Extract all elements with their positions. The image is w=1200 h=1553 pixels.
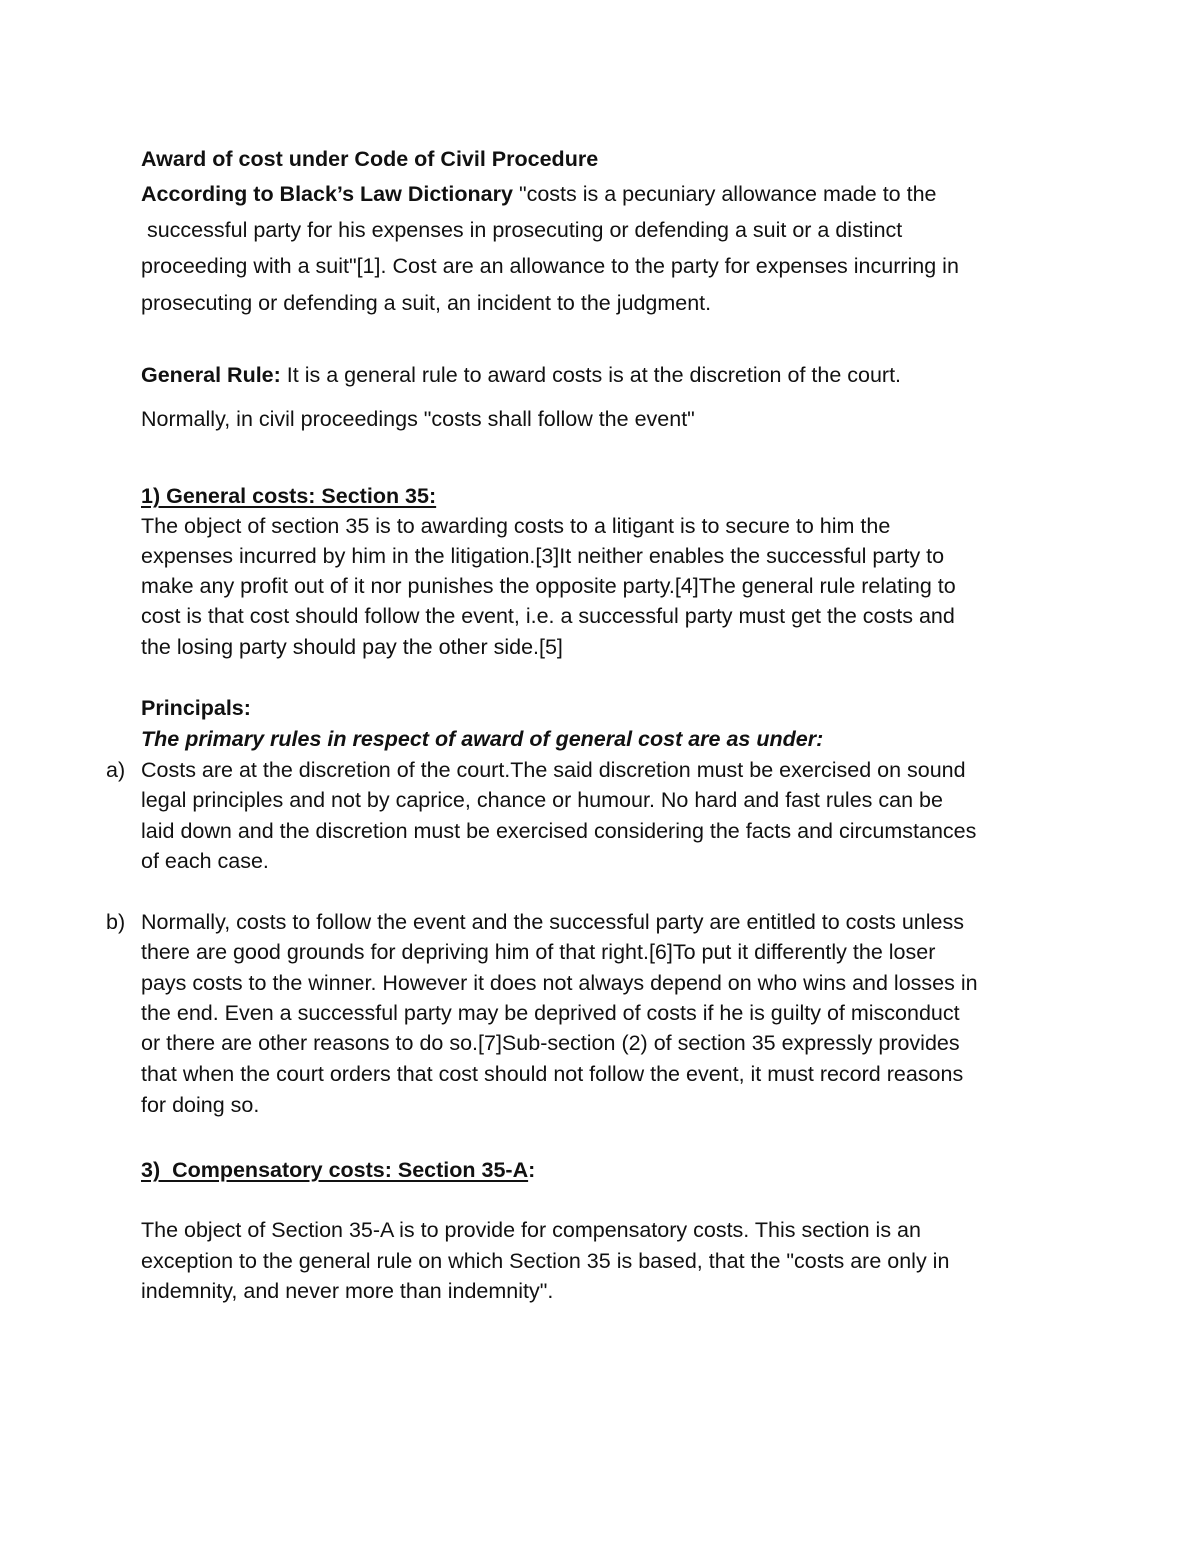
section-35-line-3: make any profit out of it nor punishes the opposite party.[4]The general rule relating to (141, 574, 956, 598)
item-b-line-7: for doing so. (141, 1093, 260, 1117)
section-35a-line-3: indemnity, and never more than indemnity". (141, 1279, 554, 1303)
general-rule-line (141, 365, 901, 387)
item-b-line-6: that when the court orders that cost should not follow the event, it must record reasons (141, 1062, 964, 1086)
item-b-line-3: pays costs to the winner. However it does not always depend on who wins and losses in (141, 971, 978, 995)
item-b-line-5: or there are other reasons to do so.[7]Sub-section (2) of section 35 expressly provides (141, 1031, 960, 1055)
item-a-line-3: laid down and the discretion must be exercised considering the facts and circumstances (141, 819, 977, 843)
item-a-line-2: legal principles and not by caprice, chance or humour. No hard and fast rules can be (141, 788, 943, 812)
section-35-line-4: cost is that cost should follow the event, i.e. a successful party must get the costs and (141, 604, 955, 628)
list-marker-b: b) (106, 910, 126, 934)
item-b-line-2: there are good grounds for depriving him of that right.[6]To put it differently the loser (141, 940, 936, 964)
intro-line-1 (141, 184, 937, 206)
general-rule-text: It is a general rule to award costs is at the discretion of the court. (280, 363, 902, 387)
section-35a-heading: 3) Compensatory costs: Section 35-A (141, 1158, 529, 1182)
item-b-line-4: the end. Even a successful party may be deprived of costs if he is guilty of misconduct (141, 1001, 960, 1025)
section-35-line-1: The object of section 35 is to awarding costs to a litigant is to secure to him the (141, 514, 891, 538)
item-a-line-1: Costs are at the discretion of the court.The said discretion must be exercised on sound (141, 758, 966, 782)
item-a-line-4: of each case. (141, 849, 269, 873)
section-35-heading: 1) General costs: Section 35: (141, 484, 437, 508)
general-rule-line-2: Normally, in civil proceedings "costs shall follow the event" (141, 407, 695, 431)
item-b-line-1: Normally, costs to follow the event and the successful party are entitled to costs unless (141, 910, 964, 934)
section-35-line-5: the losing party should pay the other side.[5] (141, 635, 563, 659)
general-rule-label: General Rule: (141, 363, 281, 387)
intro-line-2: successful party for his expenses in prosecuting or defending a suit or a distinct (141, 218, 903, 242)
section-35a-heading-suffix: : (528, 1158, 536, 1182)
principals-subheading: The primary rules in respect of award of general cost are as under: (141, 727, 824, 751)
document-title: Award of cost under Code of Civil Procedure (141, 147, 599, 171)
section-35a-line-2: exception to the general rule on which Section 35 is based, that the "costs are only in (141, 1249, 950, 1273)
principals-heading: Principals: (141, 696, 251, 720)
section-35-line-2: expenses incurred by him in the litigation.[3]It neither enables the successful party to (141, 544, 945, 568)
list-marker-a: a) (106, 758, 126, 782)
section-35a-heading-line (141, 1160, 535, 1182)
intro-line-4: prosecuting or defending a suit, an incident to the judgment. (141, 291, 712, 315)
section-35a-line-1: The object of Section 35-A is to provide for compensatory costs. This section is an (141, 1218, 921, 1242)
intro-text: "costs is a pecuniary allowance made to the (512, 182, 937, 206)
intro-line-3: proceeding with a suit"[1]. Cost are an allowance to the party for expenses incurring in (141, 254, 959, 278)
intro-lead: According to Black’s Law Dictionary (141, 182, 513, 206)
